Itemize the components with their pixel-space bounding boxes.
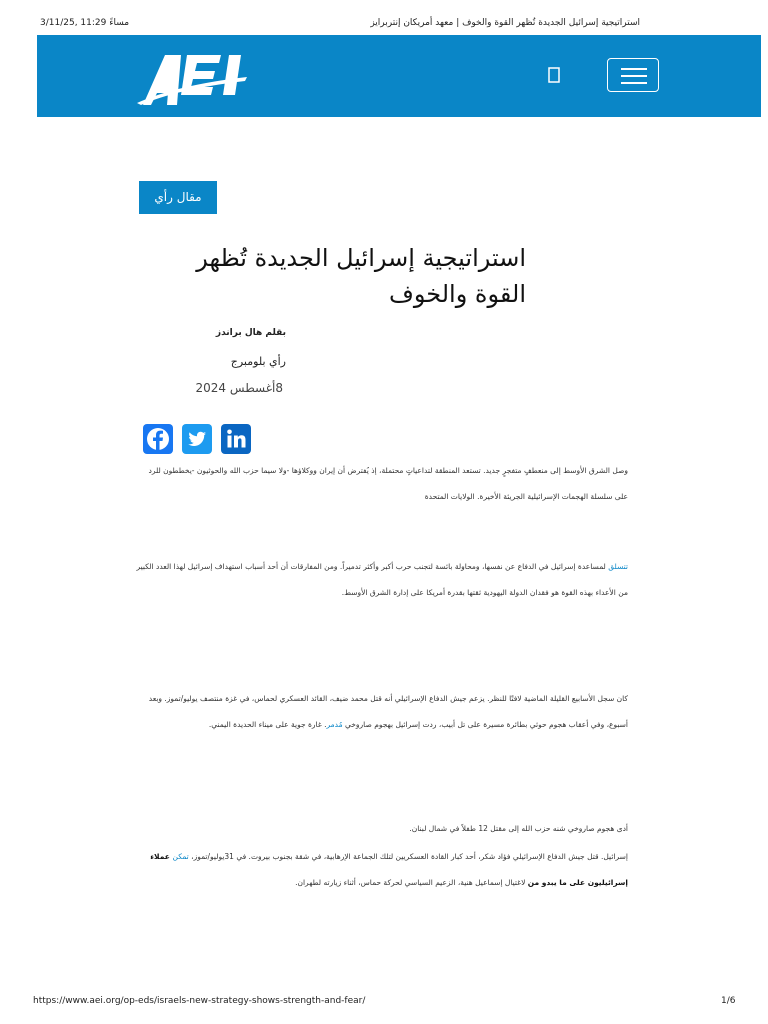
aei-logo[interactable]: [137, 47, 261, 105]
site-header: [37, 35, 761, 117]
print-footer-page: 1/6: [721, 996, 736, 1006]
paragraph-1: وصل الشرق الأوسط إلى منعطفٍ متفجرٍ جديد. تستعد المنطقة لتداعياتٍ محتملة، إذ يُفترض أن إيران ووكلاؤها -ولا سيما حزب الله والحوثيون -يخططون للرد على سلسلة الهجمات الإسرائيلية الجريئة الأخيرة. الولايات المتحدة: [148, 466, 628, 501]
paragraph-3-link[interactable]: مُدمر: [326, 720, 343, 729]
paragraph-3: كان سجل الأسابيع القليلة الماضية لافتًا للنظر. يزعم جيش الدفاع الإسرائيلي أنه قتل محمد ضيف، القائد العسكري لحماس، في غزة منتصف يوليو/تموز. وبعد أسبوع، وفي أعقاب هجوم حوثي بطائرة مسيرة على تل أبيب، ردت إسرائيل بهجوم صاروخي مُدمر. غارة جوية على ميناء الحديدة اليمني.: [148, 694, 628, 729]
menu-button[interactable]: [607, 58, 659, 92]
facebook-icon[interactable]: [143, 424, 173, 454]
search-button[interactable]: [548, 67, 560, 83]
print-header: [0, 18, 768, 34]
hamburger-menu-icon: [621, 68, 647, 70]
paragraph-4: أدى هجوم صاروخي شنه حزب الله إلى مقتل 12 طفلاً في شمال لبنان.: [409, 824, 628, 833]
linkedin-icon[interactable]: [221, 424, 251, 454]
paragraph-2: تتسلق لمساعدة إسرائيل في الدفاع عن نفسها، ومحاولة بائسة لتجنب حرب أكبر وأكثر تدميراً. ومن المفارقات أن أحد أسباب استهداف إسرائيل لهذا العدد الكبير من الأعداء بهذه القوة هو فقدان الدولة اليهودية ثقتها بقدرة أمريكا على إدارة الشرق الأوسط.: [136, 562, 628, 597]
print-page-title: استراتيجية إسرائيل الجديدة تُظهر القوة والخوف | معهد أمريكان إنتربرايز: [370, 18, 640, 28]
paragraph-5-link[interactable]: تمكن: [172, 852, 189, 861]
article-title: استراتيجية إسرائيل الجديدة تُظهر القوة والخوف: [196, 244, 526, 308]
article-date: 8أغسطس 2024: [195, 381, 283, 395]
paragraph-5-bold: عملاء إسرائيليون على ما يبدو من: [150, 852, 628, 887]
search-icon: [548, 67, 560, 83]
paragraph-5: إسرائيل. قتل جيش الدفاع الإسرائيلي فؤاد شكر، أحد كبار القادة العسكريين لتلك الجماعة الإرهابية، في شقة بجنوب بيروت. في 31يوليو/تموز، تمكن عملاء إسرائيليون على ما يبدو من لاغتيال إسماعيل هنية، الزعيم السياسي لحركة حماس، أثناء زيارته لطهران.: [150, 852, 628, 887]
paragraph-2-link[interactable]: تتسلق: [608, 562, 628, 571]
twitter-icon[interactable]: [182, 424, 212, 454]
category-badge[interactable]: مقال رأي: [139, 181, 217, 214]
print-footer-url: https://www.aei.org/op-eds/israels-new-strategy-shows-strength-and-fear/: [33, 996, 366, 1006]
print-datetime: 3/11/25, 11:29 مساءً: [40, 18, 130, 28]
article-source: رأي بلومبرج: [230, 355, 286, 368]
article-byline[interactable]: بقلم هال براندز: [215, 328, 286, 338]
